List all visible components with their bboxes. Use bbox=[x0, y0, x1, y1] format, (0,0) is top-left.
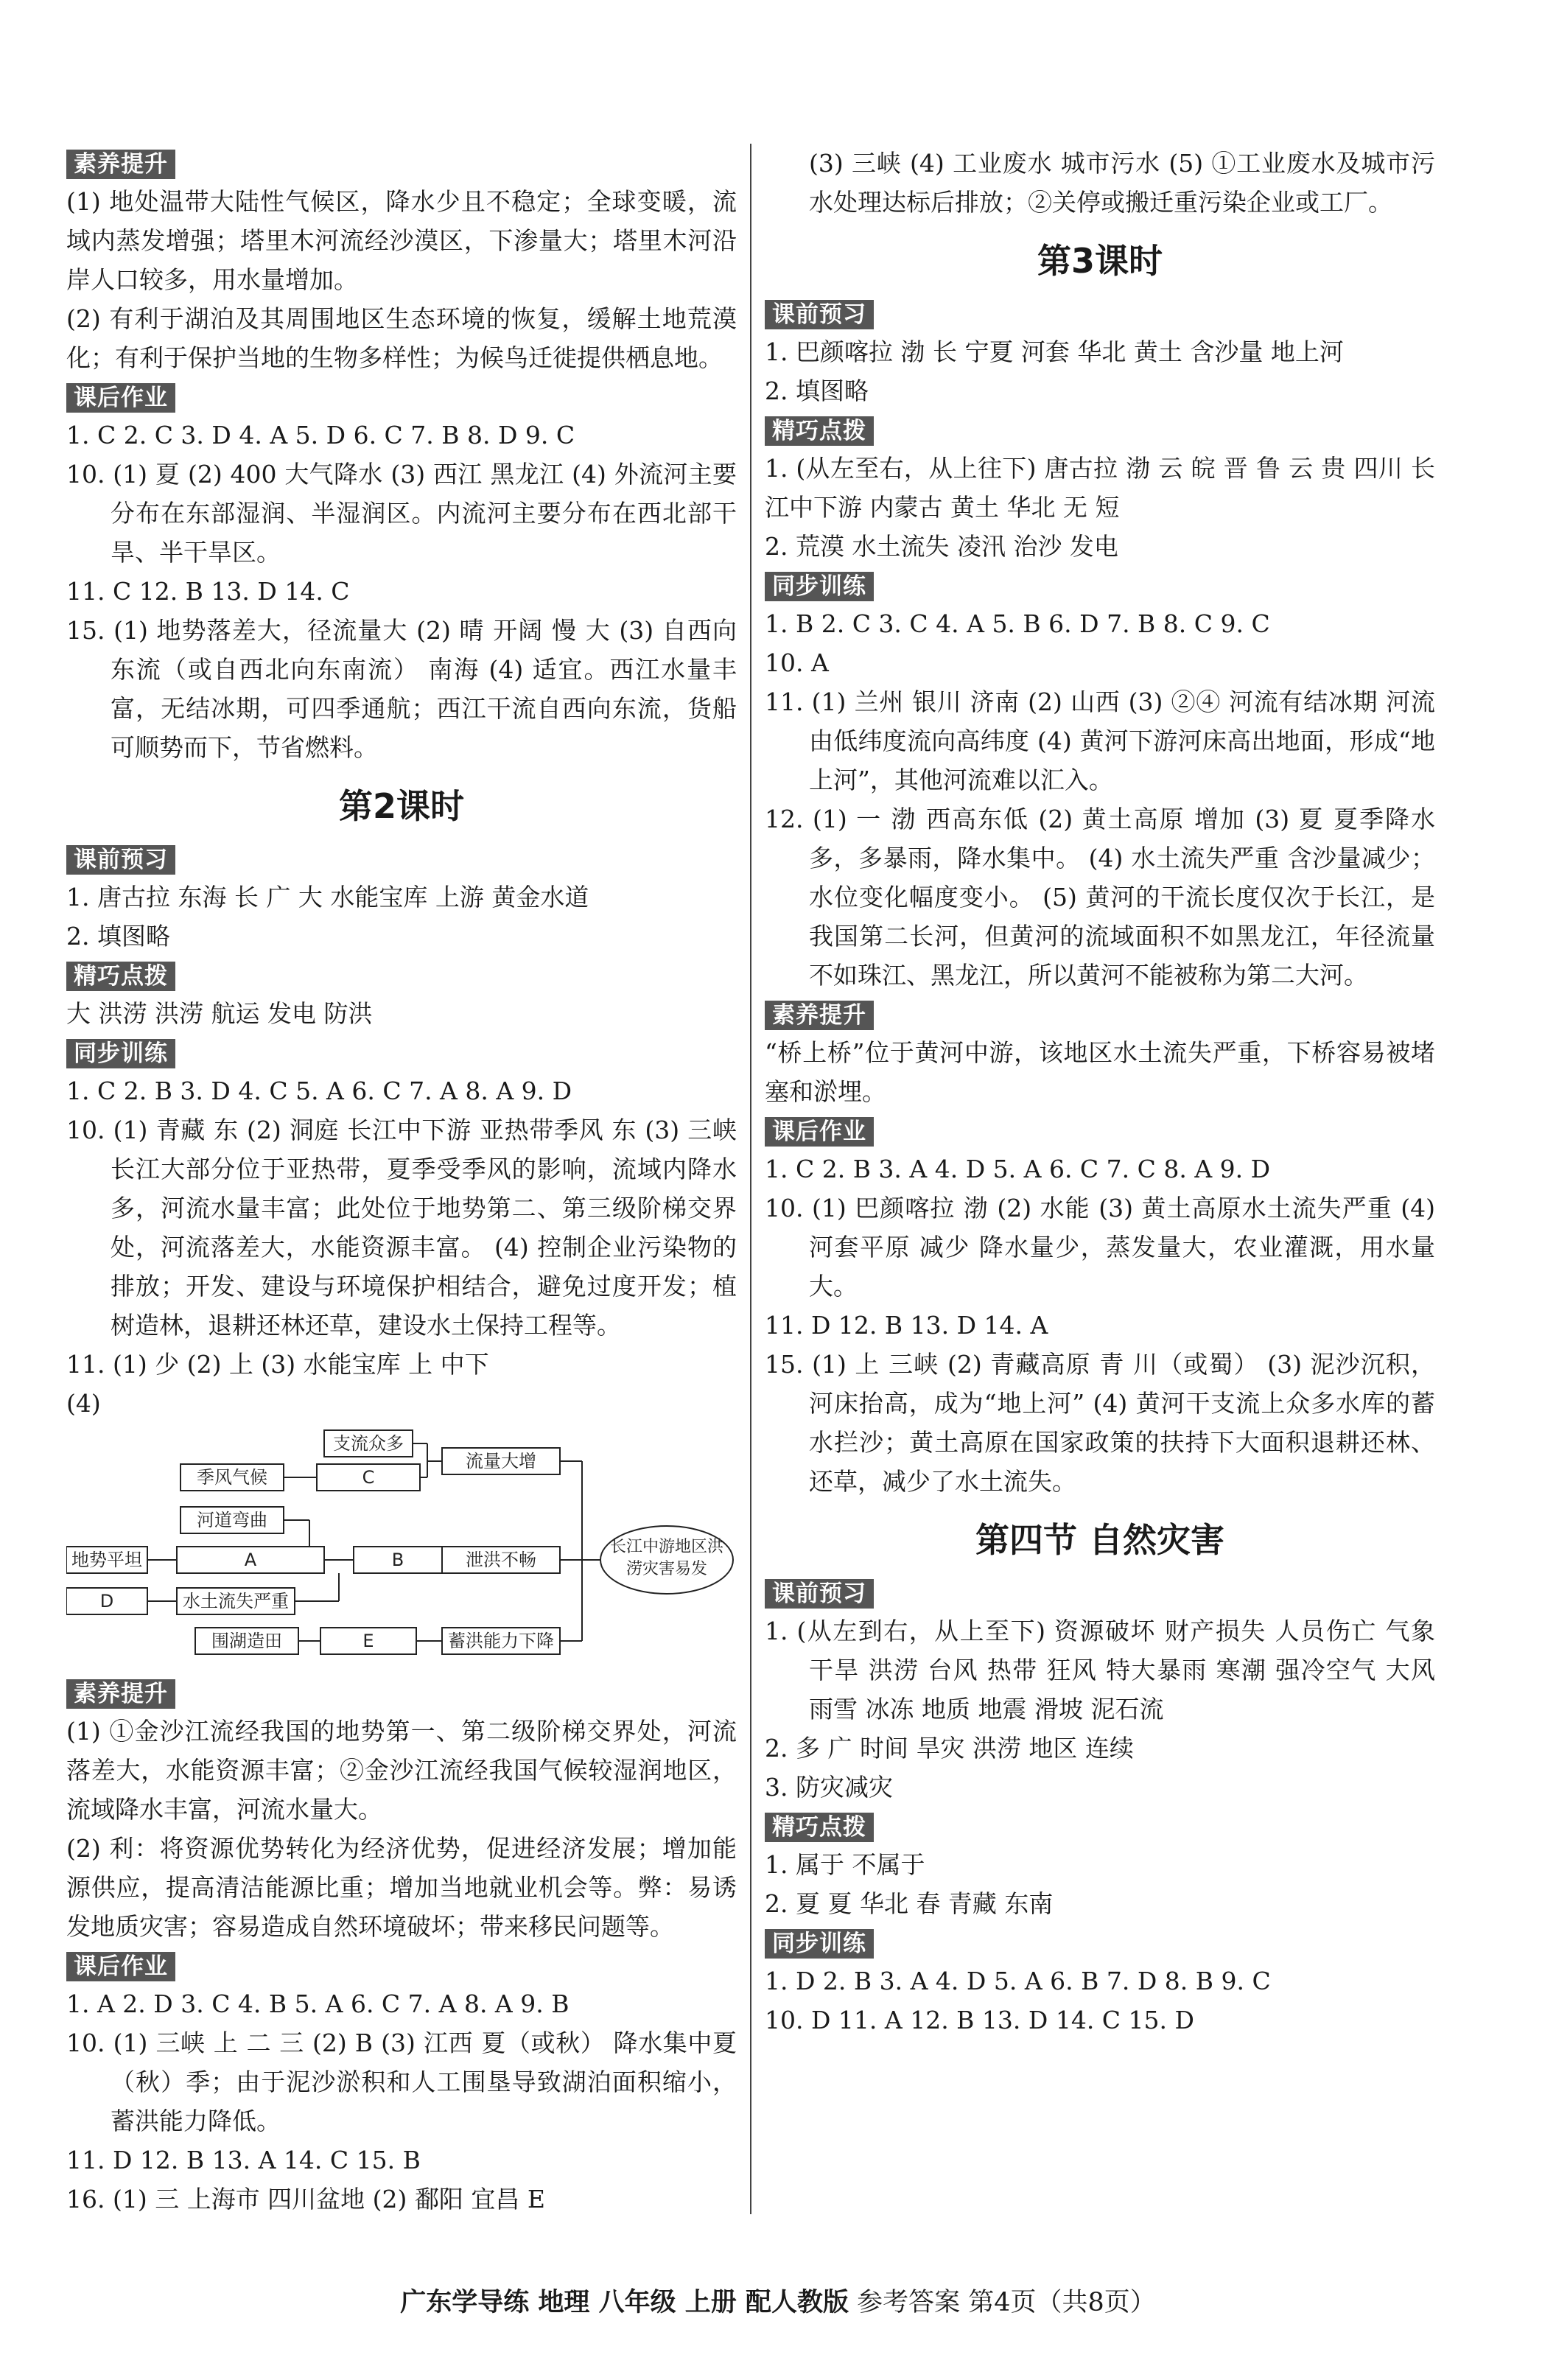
diagram-svg bbox=[66, 1427, 737, 1670]
label-xiehong: 泄洪不畅 bbox=[466, 1550, 536, 1570]
footer-book-title: 广东学导练 地理 八年级 上册 配人教版 bbox=[400, 2288, 849, 2317]
section-tag: 课后作业 bbox=[66, 1952, 175, 1981]
answer-line: 11. D 12. B 13. D 14. A bbox=[765, 1311, 1048, 1340]
flood-cause-diagram bbox=[66, 1427, 737, 1670]
label-liuliang: 流量大增 bbox=[466, 1451, 536, 1471]
answer-line: 1. C 2. C 3. D 4. A 5. D 6. C 7. B 8. D 9. C bbox=[66, 421, 575, 449]
lesson-heading: 第2课时 bbox=[338, 786, 464, 826]
label-jifeng: 季风气候 bbox=[197, 1467, 267, 1488]
label-dishi: 地势平坦 bbox=[71, 1550, 142, 1570]
label-weihu: 围湖造田 bbox=[211, 1631, 282, 1651]
answer-line: (2) 利：将资源优势转化为经济优势，促进经济发展；增加能源供应，提高清洁能源比重；增加当地就业机会等。弊：易诱发地质灾害；容易造成自然环境破坏；带来移民问题等。 bbox=[66, 1834, 737, 1941]
answer-line: 10. (1) 青藏 东 (2) 洞庭 长江中下游 亚热带季风 东 (3) 三峡 长江大部分位于亚热带，夏季受季风的影响，流域内降水多，河流水量丰富；此处位于地势第二、第三级阶梯交界处，河流落差大，水能资源丰富。 (4) 控制企业污染物的排放；开发、建设与环境保护相结合，避免过度开发；植树造林，退耕还林还草，建设水土保持工程等。 bbox=[66, 1116, 737, 1340]
answer-line: 11. D 12. B 13. A 14. C 15. B bbox=[66, 2146, 421, 2174]
column-divider bbox=[750, 144, 751, 2214]
answer-line: 10. D 11. A 12. B 13. D 14. C 15. D bbox=[765, 2006, 1194, 2034]
answer-line: 11. (1) 兰州 银川 济南 (2) 山西 (3) ②④ 河流有结冰期 河流由低纬度流向高纬度 (4) 黄河下游河床高出地面，形成“地上河”，其他河流难以汇入。 bbox=[765, 687, 1435, 794]
section-tag: 课前预习 bbox=[66, 845, 175, 875]
answer-line: (2) 有利于湖泊及其周围地区生态环境的恢复，缓解土地荒漠化；有利于保护当地的生物多样性；为候鸟迁徙提供栖息地。 bbox=[66, 304, 737, 372]
label-shuitu: 水土流失严重 bbox=[183, 1591, 289, 1611]
section-tag: 精巧点拨 bbox=[765, 416, 874, 446]
answer-line: (1) ①金沙江流经我国的地势第一、第二级阶梯交界处，河流落差大，水能资源丰富；②金沙江流经我国气候较湿润地区，流域降水丰富，河流水量大。 bbox=[66, 1717, 737, 1824]
label-b: B bbox=[391, 1550, 404, 1570]
answer-line: 1. 唐古拉 东海 长 广 大 水能宝库 上游 黄金水道 bbox=[66, 883, 589, 911]
answer-line: 15. (1) 地势落差大，径流量大 (2) 晴 开阔 慢 大 (3) 自西向东流（或自西北向东南流） 南海 (4) 适宜。西江水量丰富，无结冰期，可四季通航；西江干流自西向东流，货船可顺势而下，节省燃料。 bbox=[66, 616, 737, 762]
label-xuhong: 蓄洪能力下降 bbox=[448, 1631, 554, 1651]
page-footer bbox=[0, 2284, 1556, 2321]
answer-line: “桥上桥”位于黄河中游，该地区水土流失严重，下桥容易被堵塞和淤埋。 bbox=[765, 1038, 1435, 1106]
section-tag: 课后作业 bbox=[66, 383, 175, 413]
footer-page-info: 参考答案 第4页（共8页） bbox=[848, 2288, 1156, 2317]
section-tag: 课前预习 bbox=[765, 1579, 874, 1609]
lesson-heading: 第3课时 bbox=[1037, 241, 1163, 281]
section-tag: 课后作业 bbox=[765, 1117, 874, 1147]
answer-line: (1) 地处温带大陆性气候区，降水少且不稳定；全球变暖，流域内蒸发增强；塔里木河流经沙漠区，下渗量大；塔里木河沿岸人口较多，用水量增加。 bbox=[66, 187, 737, 294]
answer-line: (3) 三峡 (4) 工业废水 城市污水 (5) ①工业废水及城市污水处理达标后排放；②关停或搬迁重污染企业或工厂。 bbox=[809, 149, 1435, 217]
answer-line: 2. 多 广 时间 旱灾 洪涝 地区 连续 bbox=[765, 1734, 1134, 1763]
section-tag: 素养提升 bbox=[66, 150, 175, 179]
left-column bbox=[66, 144, 737, 2219]
label-result: 长江中游地区洪涝灾害易发 bbox=[609, 1538, 723, 1578]
answer-line: 16. (1) 三 上海市 四川盆地 (2) 鄱阳 宜昌 E bbox=[66, 2185, 545, 2213]
answer-line: 2. 填图略 bbox=[66, 922, 170, 951]
section-tag: 素养提升 bbox=[66, 1679, 175, 1709]
answer-line: 11. C 12. B 13. D 14. C bbox=[66, 577, 350, 606]
answer-line: 2. 夏 夏 华北 春 青藏 东南 bbox=[765, 1889, 1054, 1918]
label-c: C bbox=[362, 1467, 375, 1488]
answer-line: 2. 荒漠 水土流失 凌汛 治沙 发电 bbox=[765, 532, 1118, 561]
answer-line: 1. 属于 不属于 bbox=[765, 1850, 925, 1879]
answer-line: 15. (1) 上 三峡 (2) 青藏高原 青 川（或蜀） (3) 泥沙沉积，河床抬高，成为“地上河” (4) 黄河干支流上众多水库的蓄水拦沙；黄土高原在国家政策的扶持下大面积退耕还林、还草，减少了水土流失。 bbox=[765, 1350, 1435, 1496]
answer-line: 1. 巴颜喀拉 渤 长 宁夏 河套 华北 黄土 含沙量 地上河 bbox=[765, 337, 1344, 366]
answer-line: 1. (从左至右，从上往下) 唐古拉 渤 云 皖 晋 鲁 云 贵 四川 长江中下游 内蒙古 黄土 华北 无 短 bbox=[765, 454, 1435, 522]
section-heading: 第四节 自然灾害 bbox=[975, 1520, 1224, 1560]
answer-line: 10. (1) 巴颜喀拉 渤 (2) 水能 (3) 黄土高原水土流失严重 (4) 河套平原 减少 降水量少，蒸发量大，农业灌溉，用水量大。 bbox=[765, 1194, 1435, 1301]
answer-line: 12. (1) 一 渤 西高东低 (2) 黄土高原 增加 (3) 夏 夏季降水多，多暴雨，降水集中。 (4) 水土流失严重 含沙量减少；水位变化幅度变小。 (5) 黄河的干流长度仅次于长江，是我国第二长河，但黄河的流域面积不如黑龙江，年径流量不如珠江、黑龙江，所以黄河不能被称为第二大河。 bbox=[765, 805, 1435, 990]
label-zhiliu: 支流众多 bbox=[333, 1433, 404, 1454]
answer-line: 1. A 2. D 3. C 4. B 5. A 6. C 7. A 8. A 9. B bbox=[66, 1989, 570, 2018]
answer-line: 1. B 2. C 3. C 4. A 5. B 6. D 7. B 8. C 9. C bbox=[765, 609, 1270, 638]
result-label-wrap bbox=[608, 1536, 726, 1583]
label-d: D bbox=[99, 1591, 114, 1611]
section-tag: 精巧点拨 bbox=[765, 1813, 874, 1842]
section-tag: 同步训练 bbox=[765, 1929, 874, 1959]
answer-line: 1. D 2. B 3. A 4. D 5. A 6. B 7. D 8. B 9. C bbox=[765, 1967, 1271, 1995]
answer-line: 1. (从左到右，从上至下) 资源破坏 财产损失 人员伤亡 气象 干旱 洪涝 台风 热带 狂风 特大暴雨 寒潮 强冷空气 大风 雨雪 冰冻 地质 地震 滑坡 泥石流 bbox=[765, 1617, 1435, 1723]
answer-line: 3. 防灾减灾 bbox=[765, 1773, 893, 1802]
section-tag: 同步训练 bbox=[66, 1039, 175, 1068]
answer-line: 2. 填图略 bbox=[765, 377, 869, 405]
right-column bbox=[765, 144, 1435, 2040]
answer-line: (4) bbox=[66, 1389, 101, 1418]
section-tag: 同步训练 bbox=[765, 572, 874, 601]
answer-line: 11. (1) 少 (2) 上 (3) 水能宝库 上 中下 bbox=[66, 1350, 489, 1379]
answer-line: 10. (1) 夏 (2) 400 大气降水 (3) 西江 黑龙江 (4) 外流河主要分布在东部湿润、半湿润区。内流河主要分布在西北部干旱、半干旱区。 bbox=[66, 460, 737, 567]
label-e: E bbox=[362, 1631, 374, 1651]
section-tag: 课前预习 bbox=[765, 300, 874, 329]
section-tag: 素养提升 bbox=[765, 1001, 874, 1030]
answer-line: 10. A bbox=[765, 648, 829, 677]
answer-line: 10. (1) 三峡 上 二 三 (2) B (3) 江西 夏（或秋） 降水集中夏（秋）季；由于泥沙淤积和人工围垦导致湖泊面积缩小，蓄洪能力降低。 bbox=[66, 2029, 737, 2135]
section-tag: 精巧点拨 bbox=[66, 962, 175, 991]
label-a: A bbox=[244, 1550, 257, 1570]
answer-line: 大 洪涝 洪涝 航运 发电 防洪 bbox=[66, 999, 373, 1028]
label-hedao: 河道弯曲 bbox=[197, 1510, 267, 1530]
answer-line: 1. C 2. B 3. D 4. C 5. A 6. C 7. A 8. A 9. D bbox=[66, 1077, 572, 1105]
answer-line: 1. C 2. B 3. A 4. D 5. A 6. C 7. C 8. A 9. D bbox=[765, 1155, 1271, 1183]
